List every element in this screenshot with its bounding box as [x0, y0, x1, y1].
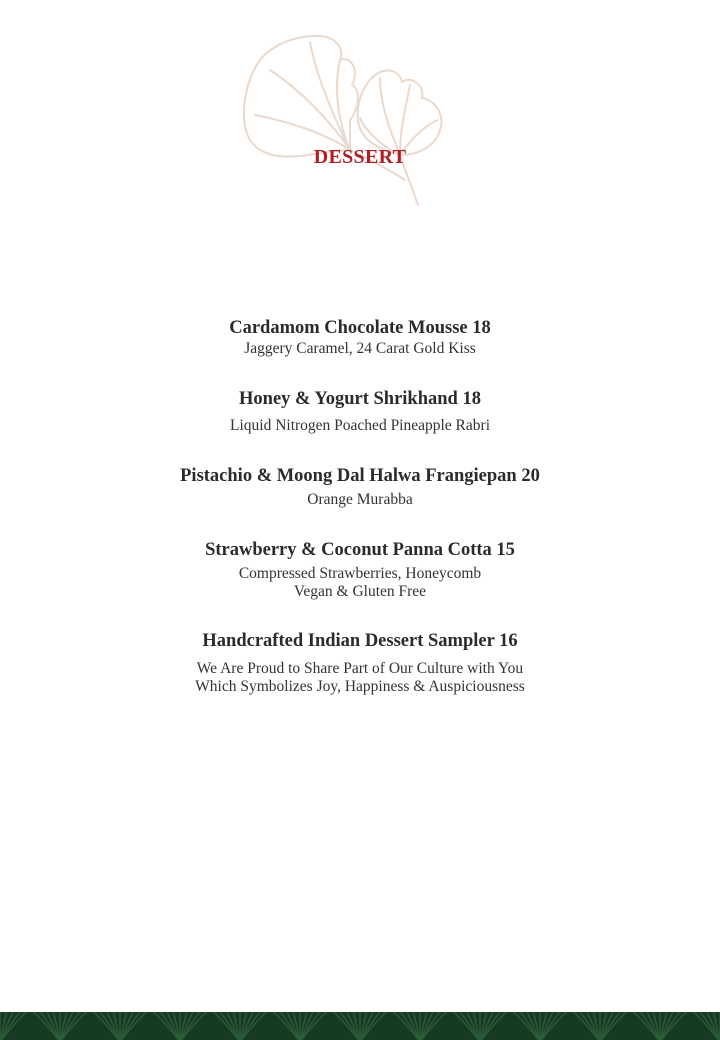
menu-item-description: [0, 660, 720, 696]
menu-item: [0, 464, 720, 509]
menu-item-description-line: Vegan & Gluten Free: [293, 583, 427, 600]
footer-decorative-band: [0, 1012, 720, 1040]
menu-item: [0, 538, 720, 601]
menu-item-description-line: Jaggery Caramel, 24 Carat Gold Kiss: [244, 340, 476, 357]
menu-item-name: Handcrafted Indian Dessert Sampler 16: [202, 631, 518, 651]
menu-item-name: Strawberry & Coconut Panna Cotta 15: [205, 540, 515, 560]
menu-item-description: [0, 565, 720, 601]
menu-item-name: Pistachio & Moong Dal Halwa Frangiepan 20: [180, 466, 540, 486]
page-title: DESSERT: [313, 146, 407, 168]
ginkgo-fan-pattern-icon: [0, 1012, 720, 1040]
menu-item-description-line: Orange Murabba: [307, 491, 413, 508]
menu-item-name: Honey & Yogurt Shrikhand 18: [239, 389, 481, 409]
menu-item: [0, 629, 720, 696]
dessert-menu-list: [0, 316, 720, 696]
menu-item-description-line: Which Symbolizes Joy, Happiness & Auspiciousness: [195, 678, 525, 695]
menu-item-description-line: Compressed Strawberries, Honeycomb: [238, 565, 482, 582]
menu-item-description: [0, 417, 720, 435]
menu-item-description: [0, 491, 720, 509]
menu-item-description-line: We Are Proud to Share Part of Our Culture with You: [196, 660, 524, 677]
ginkgo-leaf-icon: [240, 30, 460, 210]
menu-item-description: [0, 340, 720, 358]
menu-item-name: Cardamom Chocolate Mousse 18: [229, 318, 491, 338]
menu-item-description-line: Liquid Nitrogen Poached Pineapple Rabri: [230, 417, 490, 434]
menu-item: [0, 316, 720, 358]
menu-item: [0, 387, 720, 435]
